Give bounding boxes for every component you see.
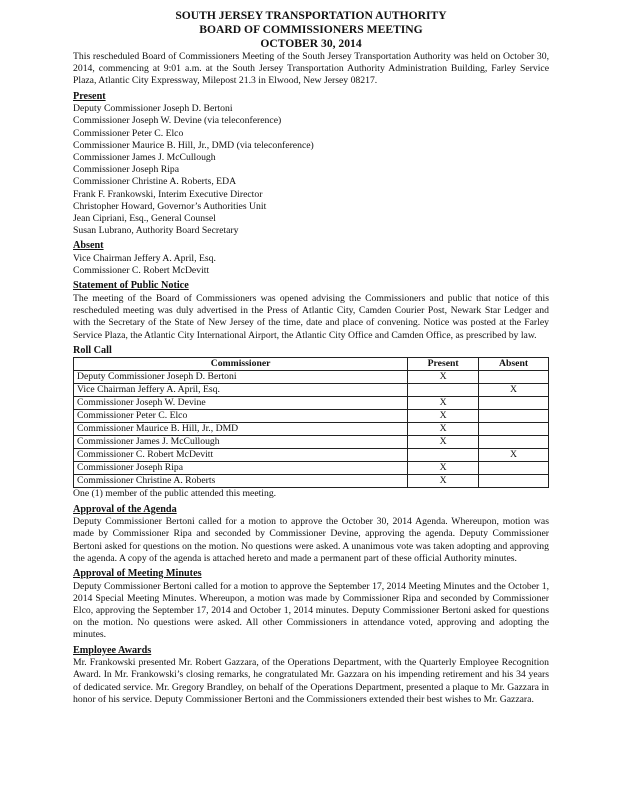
list-item: Commissioner C. Robert McDevitt <box>73 265 210 277</box>
absent-cell: X <box>479 449 549 462</box>
absent-cell <box>479 410 549 423</box>
table-row <box>74 449 549 462</box>
table-row <box>74 371 549 384</box>
commissioner-cell: Commissioner Maurice B. Hill, Jr., DMD <box>74 423 408 436</box>
absent-cell <box>479 397 549 410</box>
commissioner-cell: Commissioner Peter C. Elco <box>74 410 408 423</box>
present-cell: X <box>408 475 479 488</box>
list-item: Commissioner Peter C. Elco <box>73 127 184 139</box>
absent-cell <box>479 436 549 449</box>
header-meeting-date: OCTOBER 30, 2014 <box>260 37 362 50</box>
column-header-commissioner: Commissioner <box>74 358 408 371</box>
list-item: Commissioner Maurice B. Hill, Jr., DMD (via teleconference) <box>73 139 314 151</box>
minutes-section <box>73 568 549 642</box>
list-item: Commissioner Joseph Ripa <box>73 164 180 176</box>
table-row <box>74 410 549 423</box>
document-header <box>73 9 549 51</box>
absent-title: Absent <box>73 240 104 252</box>
absent-list <box>73 253 549 277</box>
intro-paragraph: This rescheduled Board of Commissioners Meeting of the South Jersey Transportation Authority was held on October 30, 2014, commencing at 9:01 a.m. at the South Jersey Transportation Authority Administration Building, Farley Service Plaza, Atlantic City Expressway, Milepost 21.3 in Elwood, New Jersey 08217. <box>73 51 549 87</box>
commissioner-cell: Commissioner C. Robert McDevitt <box>74 449 408 462</box>
present-title: Present <box>73 90 106 102</box>
column-header-present: Present <box>408 358 479 371</box>
table-row <box>74 397 549 410</box>
agenda-title: Approval of the Agenda <box>73 503 177 515</box>
commissioner-cell: Commissioner Christine A. Roberts <box>74 475 408 488</box>
roll-call-section <box>73 345 549 501</box>
table-row <box>74 423 549 436</box>
roll-call-note: One (1) member of the public attended this meeting. <box>73 488 277 500</box>
agenda-text: Deputy Commissioner Bertoni called for a motion to approve the October 30, 2014 Agenda. Whereupon, motion was made by Commissioner Ripa and seconded by Commissioner Devine, approving the agenda. Deputy Commissioner Bertoni asked for questions on the motion. No questions were asked. A unanimous vote was taken adopting and approving the agenda. A copy of the agenda is attached hereto and made a permanent part of these official Authority minutes. <box>73 516 549 564</box>
present-cell: X <box>408 462 479 475</box>
commissioner-cell: Commissioner Joseph W. Devine <box>74 397 408 410</box>
present-cell: X <box>408 436 479 449</box>
commissioner-cell: Vice Chairman Jeffery A. April, Esq. <box>74 384 408 397</box>
minutes-text: Deputy Commissioner Bertoni called for a motion to approve the September 17, 2014 Meeting Minutes and the October 1, 2014 Special Meeting Minutes. Whereupon, a motion was made by Commissioner Ripa and seconded by Commissioner Elco, approving the September 17, 2014 and October 1, 2014 minutes. Deputy Commissioner Bertoni asked for questions on the motion. No questions were asked. All other Commissioners in attendance voted, approving and adopting the minutes. <box>73 580 549 641</box>
present-cell: X <box>408 410 479 423</box>
absent-cell <box>479 371 549 384</box>
commissioner-cell: Deputy Commissioner Joseph D. Bertoni <box>74 371 408 384</box>
awards-text: Mr. Frankowski presented Mr. Robert Gazzara, of the Operations Department, with the Quarterly Employee Recognition Award. In Mr. Frankowski’s closing remarks, he congratulated Mr. Gazzara on his impending retirement and his 34 years of dedicated service. Mr. Gregory Brandley, on behalf of the Operations Department, presented a plaque to Mr. Gazzara in honor of his service. Deputy Commissioner Bertoni and the Commissioners extended their best wishes to Mr. Gazzara. <box>73 657 549 705</box>
list-item: Commissioner Christine A. Roberts, EDA <box>73 176 237 188</box>
document-page <box>73 9 549 706</box>
public-notice-section <box>73 280 549 341</box>
absent-cell: X <box>479 384 549 397</box>
absent-cell <box>479 475 549 488</box>
present-cell <box>408 384 479 397</box>
absent-cell <box>479 462 549 475</box>
minutes-title: Approval of Meeting Minutes <box>73 568 202 580</box>
present-list <box>73 103 549 237</box>
table-row <box>74 462 549 475</box>
table-header-row <box>74 358 549 371</box>
absent-cell <box>479 423 549 436</box>
list-item: Frank F. Frankowski, Interim Executive Director <box>73 188 263 200</box>
commissioner-cell: Commissioner James J. McCullough <box>74 436 408 449</box>
table-row <box>74 475 549 488</box>
public-notice-text: The meeting of the Board of Commissioners was opened advising the Commissioners and public that notice of this rescheduled meeting was duly advertised in the Press of Atlantic City, Camden Courier Post, Newark Star Ledger and with the Secretary of the State of New Jersey of the time, date and place of convening. Notice was posted at the Farley Service Plaza, the Atlantic City International Airport, the Atlantic City Office and Camden Office, as prescribed by law. <box>73 293 549 341</box>
present-cell <box>408 449 479 462</box>
list-item: Christopher Howard, Governor’s Authorities Unit <box>73 200 267 212</box>
header-authority-name: SOUTH JERSEY TRANSPORTATION AUTHORITY <box>175 9 447 22</box>
header-meeting-name: BOARD OF COMMISSIONERS MEETING <box>199 23 423 36</box>
public-notice-title: Statement of Public Notice <box>73 280 189 292</box>
absent-section <box>73 240 549 277</box>
present-section <box>73 91 549 238</box>
awards-section <box>73 645 549 706</box>
list-item: Vice Chairman Jeffery A. April, Esq. <box>73 253 216 265</box>
roll-call-table <box>73 357 549 488</box>
present-cell: X <box>408 423 479 436</box>
list-item: Commissioner James J. McCullough <box>73 152 216 164</box>
commissioner-cell: Commissioner Joseph Ripa <box>74 462 408 475</box>
list-item: Deputy Commissioner Joseph D. Bertoni <box>73 103 233 115</box>
table-row <box>74 384 549 397</box>
column-header-absent: Absent <box>479 358 549 371</box>
list-item: Susan Lubrano, Authority Board Secretary <box>73 225 239 237</box>
roll-call-title: Roll Call <box>73 344 112 356</box>
table-row <box>74 436 549 449</box>
list-item: Commissioner Joseph W. Devine (via teleconference) <box>73 115 282 127</box>
present-cell: X <box>408 397 479 410</box>
awards-title: Employee Awards <box>73 644 152 656</box>
agenda-section <box>73 504 549 565</box>
list-item: Jean Cipriani, Esq., General Counsel <box>73 213 216 225</box>
present-cell: X <box>408 371 479 384</box>
